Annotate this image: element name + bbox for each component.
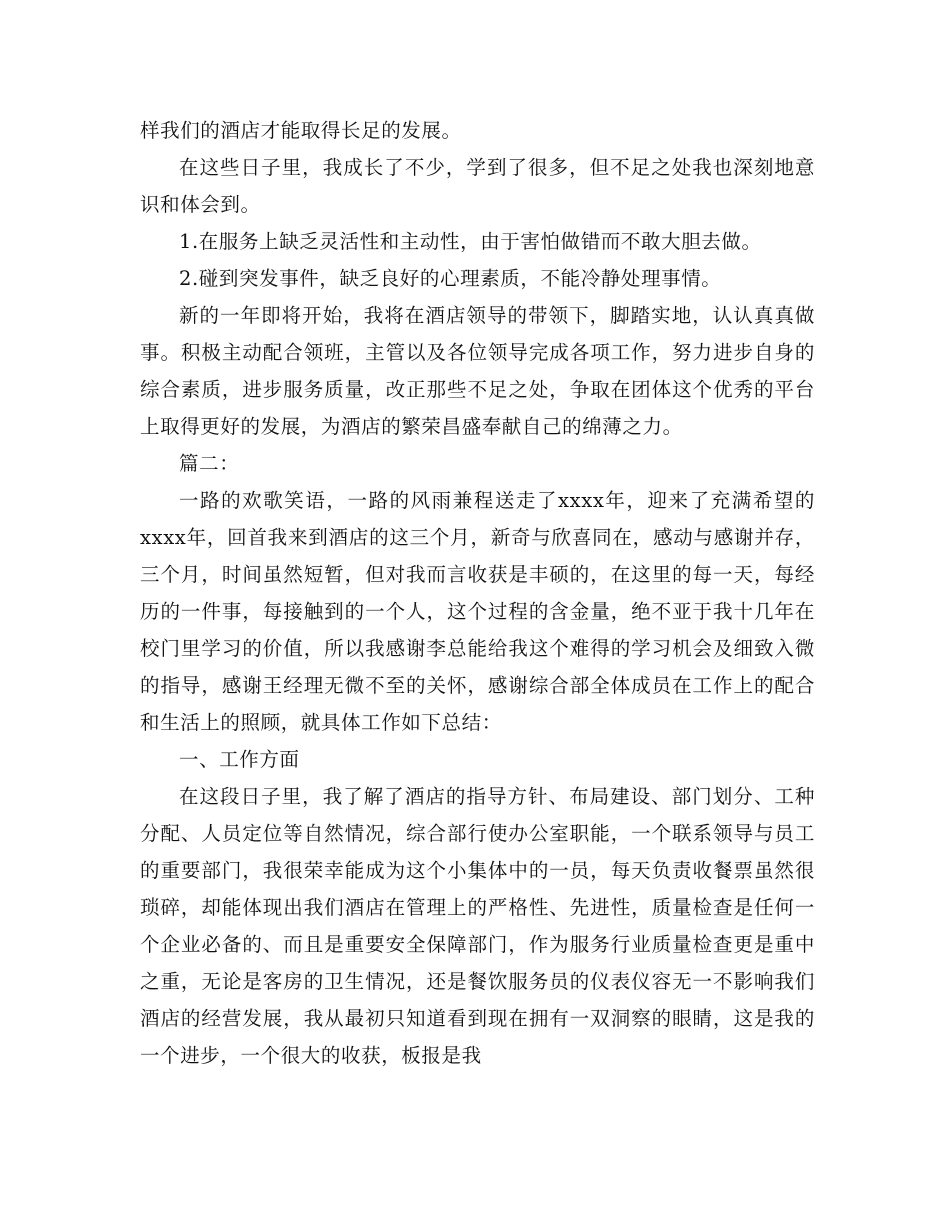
paragraph-part-two-intro: 一路的欢歌笑语，一路的风雨兼程送走了xxxx年，迎来了充满希望的xxxx年，回首我来到酒店的这三个月，新奇与欣喜同在，感动与感谢并存，三个月，时间虽然短暂，但对我而言收获是丰硕的，在这里的每一天，每经历的一件事，每接触到的一个人，这个过程的含金量，绝不亚于我十几年在校门里学习的价值，所以我感谢李总能给我这个难得的学习机会及细致入微的指导，感谢王经理无微不至的关怀，感谢综合部全体成员在工作上的配合和生活上的照顾，就具体工作如下总结： bbox=[140, 489, 815, 734]
section-heading-part-two: 篇二： bbox=[179, 452, 240, 475]
document-body bbox=[140, 112, 815, 1074]
paragraph-work-details: 在这段日子里，我了解了酒店的指导方针、布局建设、部门划分、工种分配、人员定位等自然情况，综合部行使办公室职能，一个联系领导与员工的重要部门，我很荣幸能成为这个小集体中的一员，每天负责收餐票虽然很琐碎，却能体现出我们酒店在管理上的严格性、先进性，质量检查是任何一个企业必备的、而且是重要安全保障部门，作为服务行业质量检查更是重中之重，无论是客房的卫生情况，还是餐饮服务员的仪表仪容无一不影响我们酒店的经营发展，我从最初只知道看到现在拥有一双洞察的眼睛，这是我的一个进步，一个很大的收获，板报是我 bbox=[140, 785, 815, 1067]
section-heading-work: 一、工作方面 bbox=[179, 748, 300, 771]
paragraph-reflection: 在这些日子里，我成长了不少，学到了很多，但不足之处我也深刻地意识和体会到。 bbox=[140, 156, 815, 216]
paragraph-new-year-plan: 新的一年即将开始，我将在酒店领导的带领下，脚踏实地，认认真真做事。积极主动配合领班，主管以及各位领导完成各项工作，努力进步自身的综合素质，进步服务质量，改正那些不足之处，争取在团体这个优秀的平台上取得更好的发展，为酒店的繁荣昌盛奉献自己的绵薄之力。 bbox=[140, 304, 815, 438]
list-item-shortcoming-2: 2.碰到突发事件，缺乏良好的心理素质，不能冷静处理事情。 bbox=[179, 267, 722, 290]
paragraph-continuation: 样我们的酒店才能取得长足的发展。 bbox=[140, 119, 462, 142]
list-item-shortcoming-1: 1.在服务上缺乏灵活性和主动性，由于害怕做错而不敢大胆去做。 bbox=[179, 230, 762, 253]
